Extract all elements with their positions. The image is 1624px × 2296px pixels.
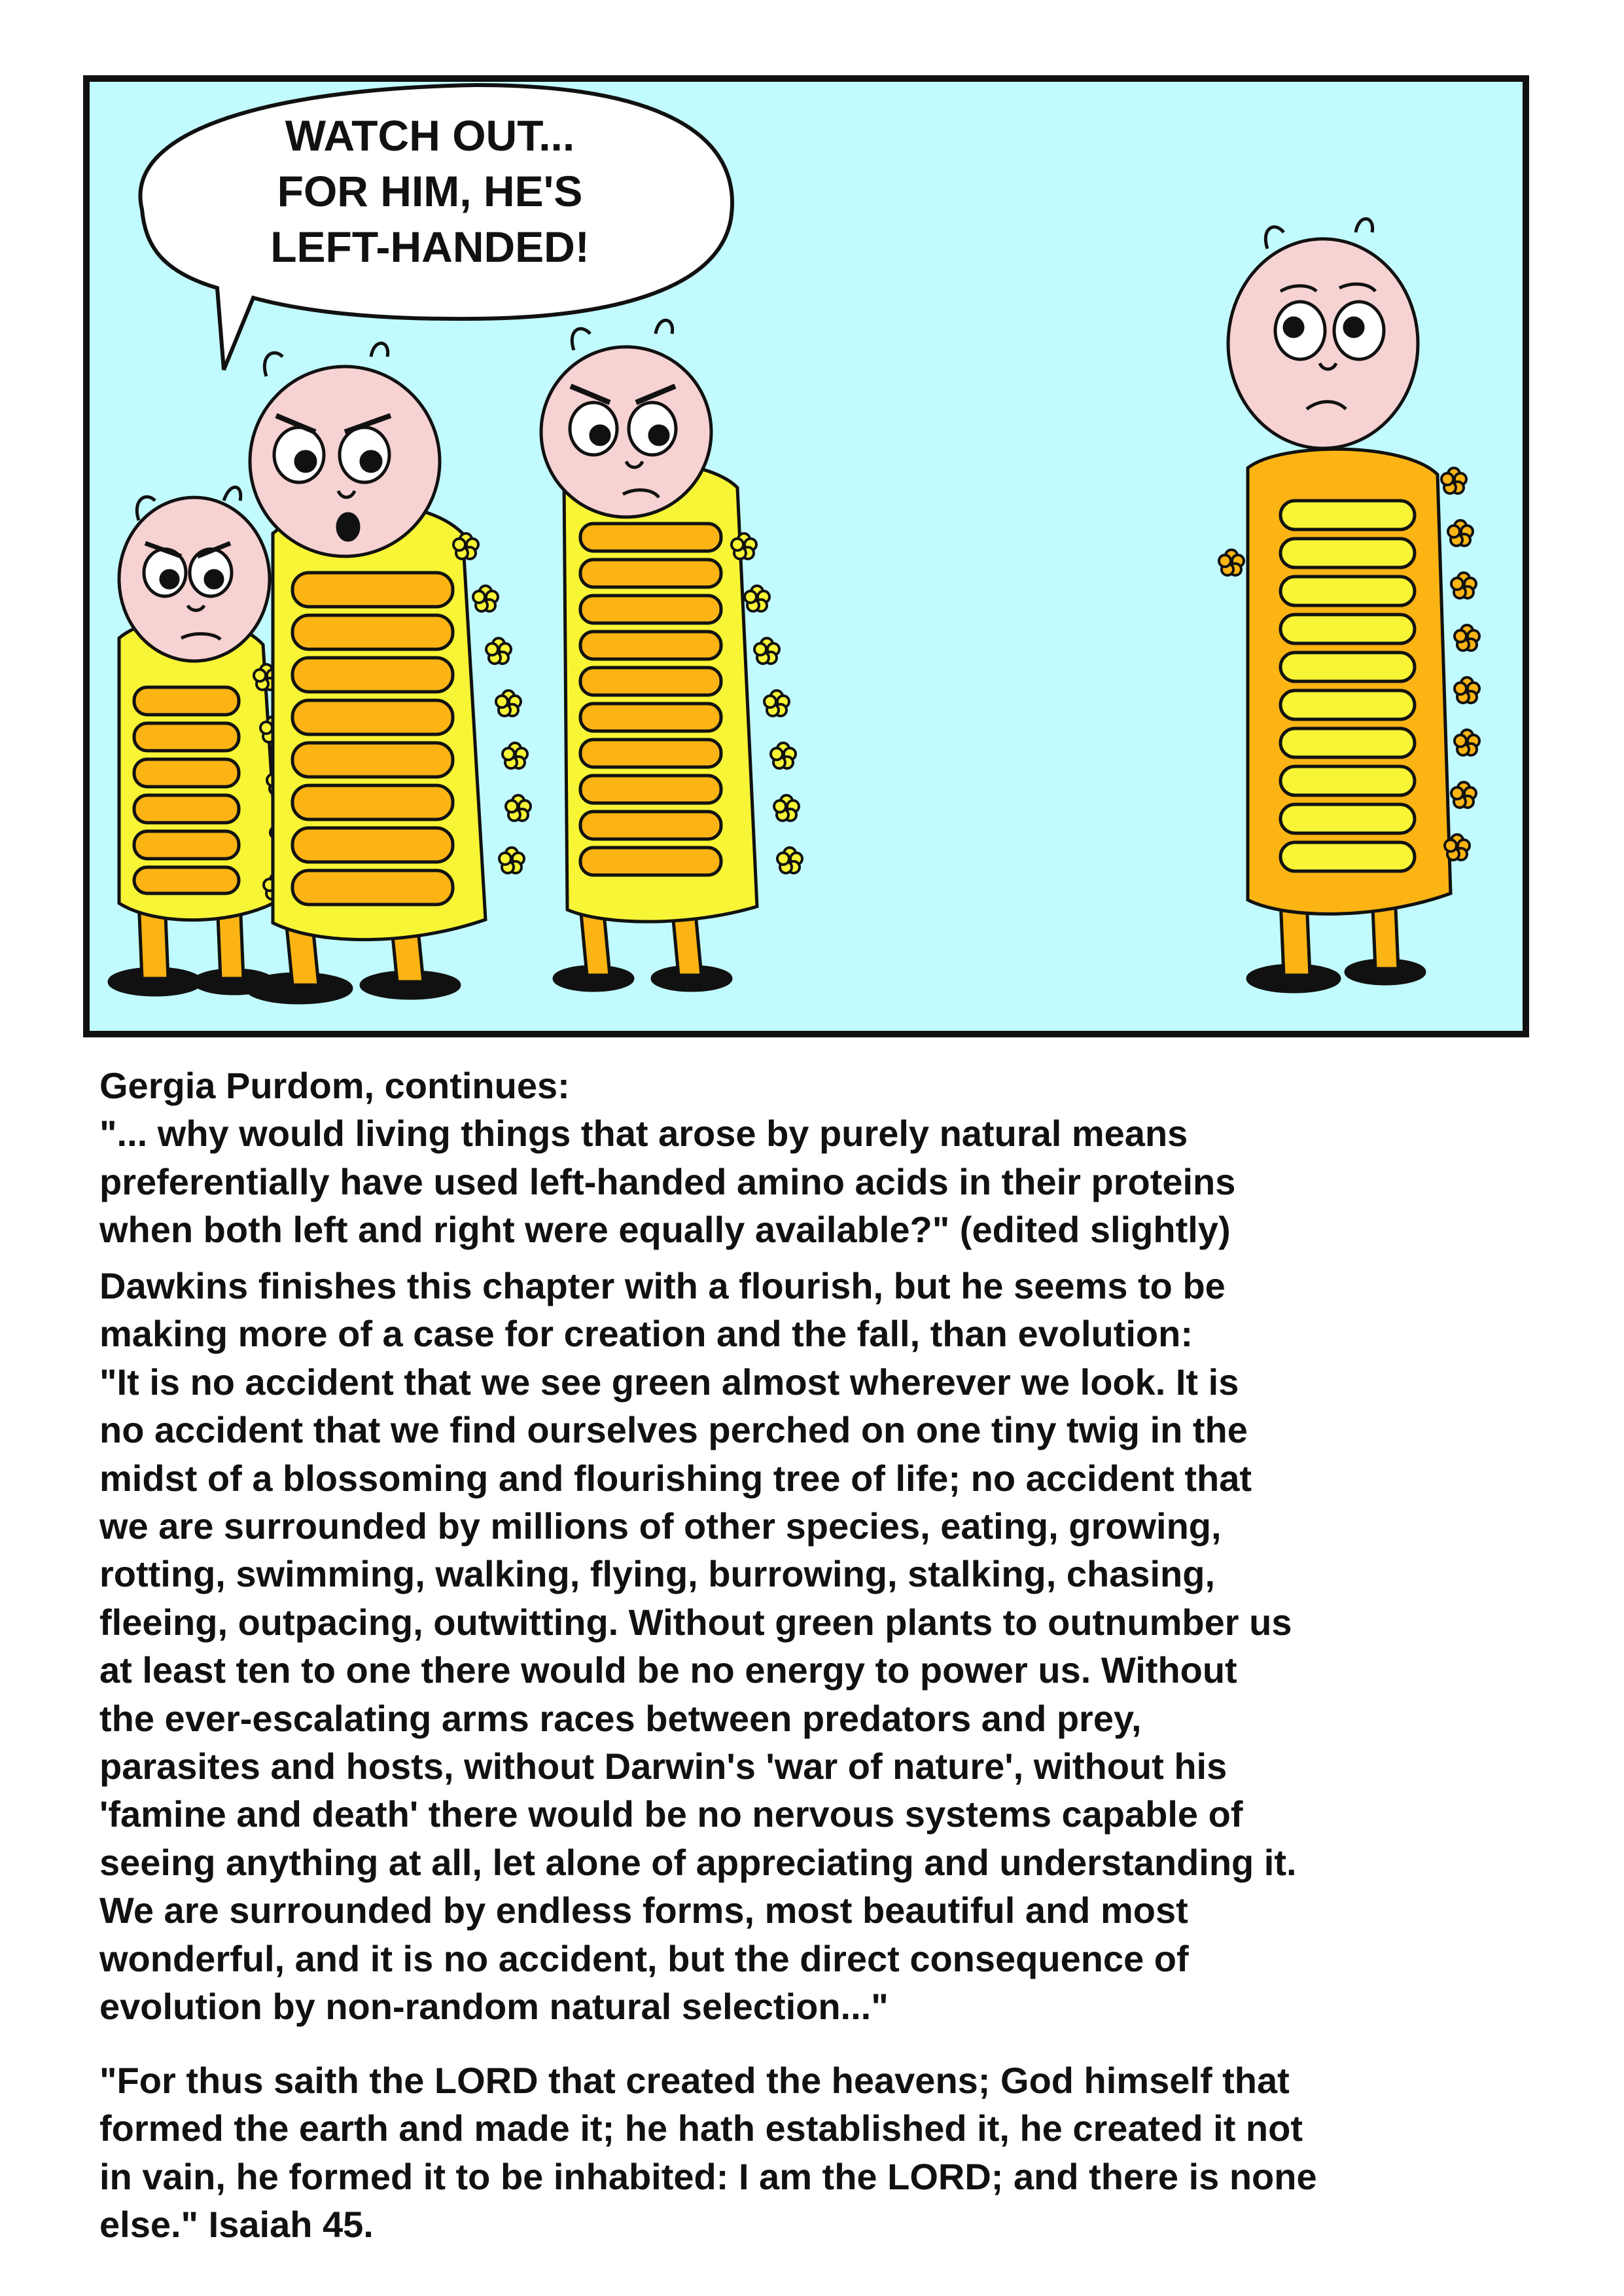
text-line: midst of a blossoming and flourishing tree of life; no accident that (99, 1457, 1252, 1499)
text-line: rotting, swimming, walking, flying, burrowing, stalking, chasing, (99, 1553, 1216, 1595)
text-line: making more of a case for creation and the fall, than evolution: (99, 1313, 1193, 1355)
text-line: when both left and right were equally available?" (edited slightly) (99, 1209, 1231, 1251)
text-line: Gergia Purdom, continues: (99, 1065, 570, 1106)
text-line: preferentially have used left-handed amino acids in their proteins (99, 1160, 1236, 1202)
text-line: no accident that we find ourselves perched on one tiny twig in the (99, 1409, 1248, 1451)
text-line: in vain, he formed it to be inhabited: I am the LORD; and there is none (99, 2155, 1317, 2197)
text-line: We are surrounded by endless forms, most beautiful and most (99, 1890, 1188, 1931)
text-line: "... why would living things that arose by purely natural means (99, 1113, 1188, 1155)
text-line: evolution by non-random natural selection..." (99, 1986, 889, 2028)
text-line: "It is no accident that we see green almost wherever we look. It is (99, 1361, 1239, 1403)
text-line: parasites and hosts, without Darwin's 'war of nature', without his (99, 1746, 1227, 1787)
text-line: the ever-escalating arms races between predators and prey, (99, 1697, 1142, 1739)
text-line: fleeing, outpacing, outwitting. Without green plants to outnumber us (99, 1601, 1292, 1643)
quote-dawkins (99, 1262, 1552, 2031)
speech-line-3: LEFT-HANDED! (270, 223, 590, 271)
text-line: Dawkins finishes this chapter with a flourish, but he seems to be (99, 1265, 1226, 1306)
text-line: seeing anything at all, let alone of appreciating and understanding it. (99, 1841, 1297, 1883)
text-line: formed the earth and made it; he hath established it, he created it not (99, 2108, 1303, 2149)
cartoon-panel (83, 75, 1529, 1037)
quote-isaiah (99, 2056, 1552, 2249)
text-line: else." Isaiah 45. (99, 2204, 374, 2246)
text-line: "For thus saith the LORD that created the heavens; God himself that (99, 2060, 1290, 2101)
quote-purdom (99, 1062, 1552, 1254)
speech-line-2: FOR HIM, HE'S (277, 167, 583, 215)
text-line: wonderful, and it is no accident, but the direct consequence of (99, 1937, 1189, 1979)
text-line: at least ten to one there would be no energy to power us. Without (99, 1649, 1237, 1691)
text-line: 'famine and death' there would be no nervous systems capable of (99, 1793, 1243, 1835)
speech-line-1: WATCH OUT... (285, 111, 575, 160)
text-line: we are surrounded by millions of other species, eating, growing, (99, 1505, 1222, 1547)
